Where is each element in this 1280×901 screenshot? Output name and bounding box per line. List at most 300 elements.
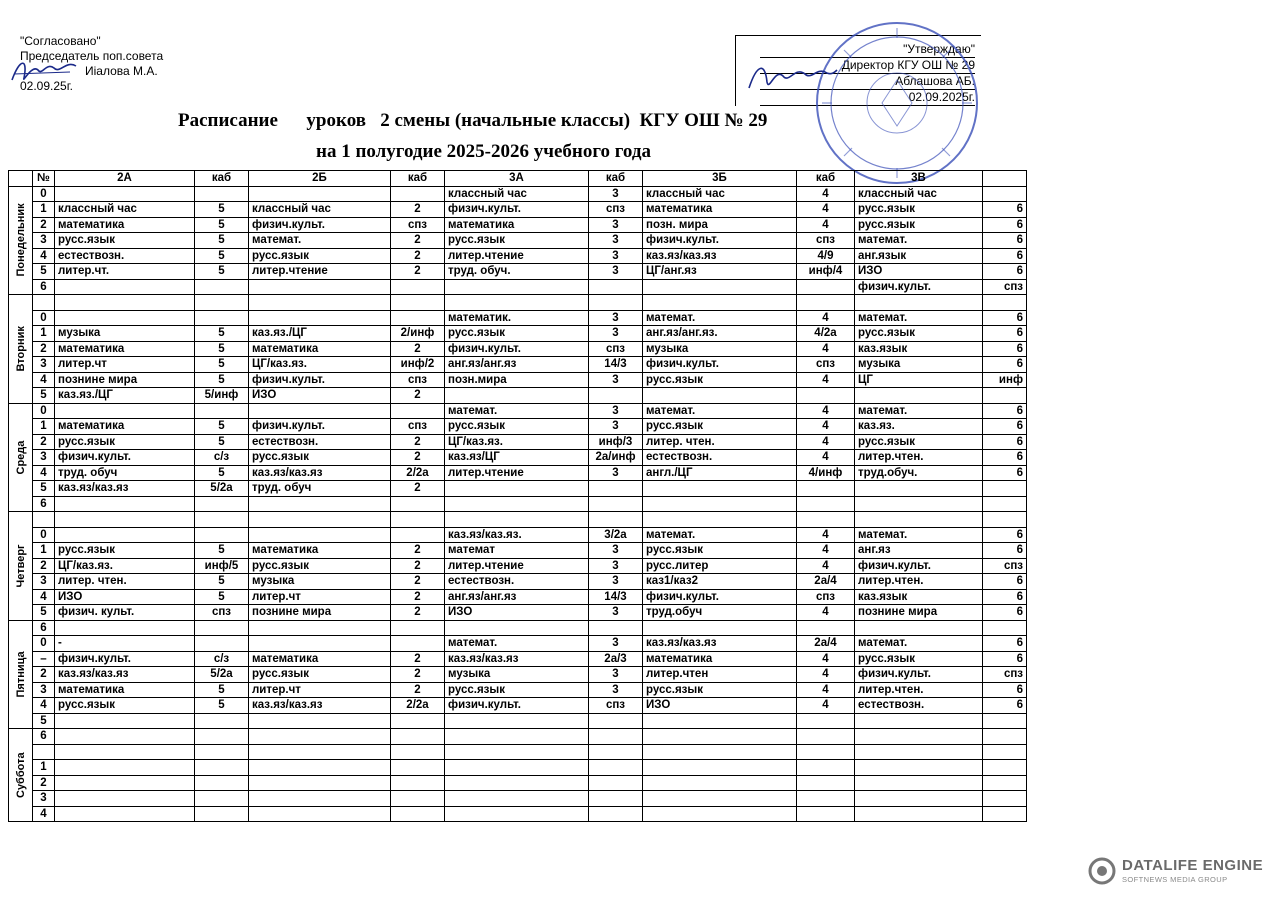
class-3v-subject: анг.язык	[855, 248, 983, 264]
class-2a-subject	[55, 729, 195, 745]
table-row	[9, 806, 1027, 822]
class-3a-room: инф/3	[589, 434, 643, 450]
class-3v-room: 6	[983, 217, 1027, 233]
class-3a-room: 3	[589, 558, 643, 574]
class-2b-room: 2	[391, 589, 445, 605]
class-3a-room: 3	[589, 403, 643, 419]
lesson-num: 2	[33, 341, 55, 357]
class-2b-subject	[249, 729, 391, 745]
class-3a-subject: литер.чтение	[445, 465, 589, 481]
lesson-num: 6	[33, 496, 55, 512]
class-3v-room	[983, 713, 1027, 729]
class-3a-room: 3	[589, 667, 643, 683]
class-2a-room	[195, 620, 249, 636]
class-3v-room: 6	[983, 419, 1027, 435]
class-2a-room	[195, 295, 249, 311]
class-2a-subject: русс.язык	[55, 543, 195, 559]
class-3a-subject: математ.	[445, 636, 589, 652]
class-2a-room: 5/2а	[195, 667, 249, 683]
table-row	[9, 186, 1027, 202]
class-3b-subject: каз.яз/каз.яз	[643, 248, 797, 264]
class-2b-subject: каз.яз/каз.яз	[249, 698, 391, 714]
header-3b: 3Б	[643, 171, 797, 187]
class-3b-room	[797, 744, 855, 760]
class-3a-subject: музыка	[445, 667, 589, 683]
class-3a-room: 3	[589, 233, 643, 249]
class-2b-subject	[249, 775, 391, 791]
table-row	[9, 744, 1027, 760]
class-3v-room: инф	[983, 372, 1027, 388]
class-2b-room	[391, 295, 445, 311]
class-2b-subject: каз.яз./ЦГ	[249, 326, 391, 342]
table-row	[9, 450, 1027, 466]
lesson-num: 0	[33, 636, 55, 652]
class-2a-subject: литер.чт	[55, 357, 195, 373]
class-2a-subject: физич. культ.	[55, 605, 195, 621]
class-3b-room	[797, 729, 855, 745]
class-2b-subject: русс.язык	[249, 558, 391, 574]
class-2a-subject: математика	[55, 682, 195, 698]
class-3a-room	[589, 806, 643, 822]
class-2a-room: 5	[195, 217, 249, 233]
class-3b-room: 4	[797, 217, 855, 233]
lesson-num: 4	[33, 698, 55, 714]
class-2a-subject: математика	[55, 341, 195, 357]
class-3v-subject: ИЗО	[855, 264, 983, 280]
class-3a-room: 3	[589, 465, 643, 481]
class-3a-subject: математ.	[445, 403, 589, 419]
class-2a-subject	[55, 310, 195, 326]
class-3b-room: 4	[797, 186, 855, 202]
lesson-num: 0	[33, 186, 55, 202]
table-row	[9, 620, 1027, 636]
class-3v-subject: физич.культ.	[855, 667, 983, 683]
class-2a-subject: ЦГ/каз.яз.	[55, 558, 195, 574]
class-3v-room: 6	[983, 682, 1027, 698]
class-3v-subject: математ.	[855, 233, 983, 249]
watermark-subtitle: SOFTNEWS MEDIA GROUP	[1122, 875, 1228, 884]
class-3v-subject: литер.чтен.	[855, 574, 983, 590]
class-3v-subject: русс.язык	[855, 217, 983, 233]
class-2a-subject: ИЗО	[55, 589, 195, 605]
class-3a-subject	[445, 713, 589, 729]
class-2a-subject	[55, 775, 195, 791]
class-2b-subject	[249, 806, 391, 822]
class-2b-room: 2	[391, 248, 445, 264]
table-row	[9, 605, 1027, 621]
lesson-num: 2	[33, 775, 55, 791]
class-2b-room: 2	[391, 450, 445, 466]
header-num: №	[33, 171, 55, 187]
class-2b-room	[391, 791, 445, 807]
class-3b-room	[797, 388, 855, 404]
class-2a-room: 5	[195, 233, 249, 249]
class-3b-subject: естествозн.	[643, 450, 797, 466]
header-kab: каб	[589, 171, 643, 187]
class-3a-room: 14/3	[589, 589, 643, 605]
class-2a-subject	[55, 760, 195, 776]
class-3v-room: 6	[983, 574, 1027, 590]
table-row	[9, 512, 1027, 528]
class-3b-subject: литер.чтен	[643, 667, 797, 683]
class-3v-subject	[855, 620, 983, 636]
class-2b-subject: ИЗО	[249, 388, 391, 404]
class-3v-room: 6	[983, 605, 1027, 621]
lesson-num: 3	[33, 574, 55, 590]
class-2a-room: 5	[195, 574, 249, 590]
class-3b-subject: математика	[643, 651, 797, 667]
class-3v-subject: математ.	[855, 636, 983, 652]
class-3v-subject: физич.культ.	[855, 279, 983, 295]
class-2b-subject: литер.чтение	[249, 264, 391, 280]
table-row	[9, 791, 1027, 807]
class-3v-room	[983, 620, 1027, 636]
class-2b-room: спз	[391, 217, 445, 233]
class-3a-subject: ЦГ/каз.яз.	[445, 434, 589, 450]
class-3b-subject	[643, 279, 797, 295]
class-2b-subject: литер.чт	[249, 589, 391, 605]
class-2b-room	[391, 310, 445, 326]
class-3a-room	[589, 295, 643, 311]
class-3b-room: 2а/4	[797, 574, 855, 590]
lesson-num: 3	[33, 357, 55, 373]
class-2b-room	[391, 496, 445, 512]
class-3a-subject: литер.чтение	[445, 558, 589, 574]
class-3v-subject: литер.чтен.	[855, 682, 983, 698]
lesson-num: 1	[33, 326, 55, 342]
approve-label: "Утверждаю"	[760, 42, 975, 58]
class-3v-subject: физич.культ.	[855, 558, 983, 574]
class-3a-subject: физич.культ.	[445, 698, 589, 714]
class-3b-room	[797, 620, 855, 636]
class-3b-room: 4	[797, 651, 855, 667]
class-2a-subject: русс.язык	[55, 434, 195, 450]
class-3b-subject: анг.яз/анг.яз.	[643, 326, 797, 342]
class-2b-subject: каз.яз/каз.яз	[249, 465, 391, 481]
table-row	[9, 729, 1027, 745]
class-3v-room	[983, 775, 1027, 791]
class-3v-room: 6	[983, 450, 1027, 466]
class-3a-room: 3	[589, 186, 643, 202]
lesson-num: 3	[33, 791, 55, 807]
class-2a-subject: физич.культ.	[55, 450, 195, 466]
datalife-logo-icon	[1088, 857, 1116, 885]
class-3a-room	[589, 791, 643, 807]
class-3b-room: 4	[797, 698, 855, 714]
class-3v-subject: познине мира	[855, 605, 983, 621]
class-2b-room: 2	[391, 667, 445, 683]
lesson-num: 1	[33, 202, 55, 218]
class-3v-subject: каз.язык	[855, 589, 983, 605]
class-3v-room: спз	[983, 558, 1027, 574]
class-3b-room: 4/2а	[797, 326, 855, 342]
class-2b-subject	[249, 403, 391, 419]
class-3v-subject: ЦГ	[855, 372, 983, 388]
signature-left	[10, 54, 80, 86]
class-2b-subject	[249, 295, 391, 311]
class-2b-room	[391, 744, 445, 760]
class-2a-room	[195, 791, 249, 807]
class-3a-room	[589, 620, 643, 636]
class-2a-room: 5	[195, 248, 249, 264]
class-2a-room	[195, 760, 249, 776]
class-3b-subject: физич.культ.	[643, 589, 797, 605]
header-kab	[983, 171, 1027, 187]
class-3v-subject	[855, 388, 983, 404]
class-3b-room: спз	[797, 233, 855, 249]
table-row	[9, 713, 1027, 729]
class-2b-room: 2/2а	[391, 698, 445, 714]
header-kab: каб	[391, 171, 445, 187]
class-3a-room	[589, 713, 643, 729]
class-3v-room	[983, 388, 1027, 404]
class-3v-subject: русс.язык	[855, 326, 983, 342]
class-3a-subject: русс.язык	[445, 419, 589, 435]
lesson-num: 4	[33, 248, 55, 264]
class-3v-room: 6	[983, 403, 1027, 419]
class-3b-room	[797, 512, 855, 528]
watermark-title: DATALIFE ENGINE	[1122, 857, 1264, 874]
class-2b-subject	[249, 527, 391, 543]
class-2b-subject	[249, 512, 391, 528]
class-3v-room: спз	[983, 667, 1027, 683]
class-2b-room	[391, 760, 445, 776]
class-3a-subject: ИЗО	[445, 605, 589, 621]
class-2a-room	[195, 636, 249, 652]
class-3b-room	[797, 713, 855, 729]
approval-date: 02.09.25г.	[20, 79, 73, 93]
class-2b-room	[391, 527, 445, 543]
class-2b-subject: литер.чт	[249, 682, 391, 698]
director-title: Директор КГУ ОШ № 29	[760, 58, 975, 74]
class-3a-subject	[445, 620, 589, 636]
class-2b-room: инф/2	[391, 357, 445, 373]
table-row	[9, 233, 1027, 249]
class-3a-room: 3/2а	[589, 527, 643, 543]
class-2a-room	[195, 775, 249, 791]
table-row	[9, 264, 1027, 280]
table-row	[9, 279, 1027, 295]
class-3b-room	[797, 481, 855, 497]
class-3b-subject: русс.язык	[643, 682, 797, 698]
class-3a-subject	[445, 279, 589, 295]
class-3v-subject	[855, 760, 983, 776]
day-header	[9, 171, 33, 187]
class-3a-room: 2а/3	[589, 651, 643, 667]
class-3b-room: 4	[797, 419, 855, 435]
class-2b-room: спз	[391, 419, 445, 435]
lesson-num: 2	[33, 558, 55, 574]
class-3v-room: спз	[983, 279, 1027, 295]
class-2a-room: 5/2а	[195, 481, 249, 497]
class-2a-room	[195, 806, 249, 822]
class-2b-subject	[249, 496, 391, 512]
class-2a-room: 5	[195, 372, 249, 388]
class-2a-room	[195, 496, 249, 512]
class-3a-subject	[445, 388, 589, 404]
class-3v-room: 6	[983, 698, 1027, 714]
table-row	[9, 558, 1027, 574]
table-row	[9, 574, 1027, 590]
class-3b-subject: позн. мира	[643, 217, 797, 233]
lesson-num: 3	[33, 682, 55, 698]
class-2a-room: 5	[195, 326, 249, 342]
schedule-table	[8, 170, 1027, 822]
class-2a-room: 5	[195, 264, 249, 280]
header-3v: 3В	[855, 171, 983, 187]
class-2b-subject: математика	[249, 651, 391, 667]
class-2a-room	[195, 279, 249, 295]
class-3b-subject: русс.литер	[643, 558, 797, 574]
class-3v-subject: русс.язык	[855, 651, 983, 667]
class-3a-subject	[445, 760, 589, 776]
class-2a-subject	[55, 620, 195, 636]
class-2b-room	[391, 775, 445, 791]
class-3b-subject: каз.яз/каз.яз	[643, 636, 797, 652]
class-2a-room: 5	[195, 698, 249, 714]
class-3v-subject: каз.язык	[855, 341, 983, 357]
class-3v-room: 6	[983, 527, 1027, 543]
table-row	[9, 217, 1027, 233]
class-2b-subject: русс.язык	[249, 248, 391, 264]
class-3b-subject: математ.	[643, 310, 797, 326]
class-2a-room: 5	[195, 341, 249, 357]
class-3a-room: спз	[589, 698, 643, 714]
class-2a-subject	[55, 279, 195, 295]
table-row	[9, 698, 1027, 714]
lesson-num: 5	[33, 713, 55, 729]
class-3v-subject: математ.	[855, 403, 983, 419]
class-2a-subject	[55, 403, 195, 419]
class-3a-subject: физич.культ.	[445, 202, 589, 218]
class-3v-subject: музыка	[855, 357, 983, 373]
class-2b-subject: познине мира	[249, 605, 391, 621]
class-3a-subject: каз.яз/ЦГ	[445, 450, 589, 466]
class-2b-room: спз	[391, 372, 445, 388]
class-3b-room: 4	[797, 543, 855, 559]
table-row	[9, 651, 1027, 667]
table-row	[9, 419, 1027, 435]
class-3v-room: 6	[983, 341, 1027, 357]
class-3a-subject	[445, 481, 589, 497]
class-3b-room: 4	[797, 527, 855, 543]
class-3a-subject: позн.мира	[445, 372, 589, 388]
class-3a-subject	[445, 512, 589, 528]
table-row	[9, 636, 1027, 652]
table-row	[9, 326, 1027, 342]
class-2b-subject: музыка	[249, 574, 391, 590]
class-2a-subject: литер. чтен.	[55, 574, 195, 590]
class-3b-subject	[643, 775, 797, 791]
class-3a-room	[589, 279, 643, 295]
class-3v-subject	[855, 713, 983, 729]
class-3a-subject	[445, 729, 589, 745]
class-3v-room: 6	[983, 326, 1027, 342]
class-2a-subject	[55, 496, 195, 512]
class-3b-subject: каз1/каз2	[643, 574, 797, 590]
class-2a-subject	[55, 527, 195, 543]
table-row	[9, 372, 1027, 388]
class-2b-room: 2	[391, 388, 445, 404]
class-3v-room: 6	[983, 248, 1027, 264]
page-title: Расписание уроков 2 смены (начальные классы) КГУ ОШ № 29	[178, 110, 768, 131]
class-3v-room	[983, 729, 1027, 745]
lesson-num: 2	[33, 667, 55, 683]
class-3a-subject	[445, 744, 589, 760]
lesson-num: 4	[33, 465, 55, 481]
class-3b-room: 4	[797, 605, 855, 621]
class-2a-subject: русс.язык	[55, 698, 195, 714]
class-2b-subject: физич.культ.	[249, 217, 391, 233]
class-2b-subject: физич.культ.	[249, 372, 391, 388]
class-2b-room	[391, 713, 445, 729]
class-2a-subject: физич.культ.	[55, 651, 195, 667]
class-2b-subject	[249, 636, 391, 652]
class-3v-subject: литер.чтен.	[855, 450, 983, 466]
lesson-num: 0	[33, 403, 55, 419]
class-2b-subject: ЦГ/каз.яз.	[249, 357, 391, 373]
class-2b-room: 2	[391, 481, 445, 497]
table-row	[9, 682, 1027, 698]
class-2b-subject	[249, 620, 391, 636]
approver-name: Иіалова М.А.	[85, 64, 158, 78]
class-3v-room	[983, 791, 1027, 807]
class-3v-room	[983, 295, 1027, 311]
director-name: Аблашова АБ.	[760, 74, 975, 90]
class-2a-subject: литер.чт.	[55, 264, 195, 280]
class-2b-room	[391, 512, 445, 528]
class-2b-subject	[249, 310, 391, 326]
class-3b-room	[797, 279, 855, 295]
class-3b-subject: математ.	[643, 403, 797, 419]
class-3b-room: инф/4	[797, 264, 855, 280]
class-3b-room: спз	[797, 589, 855, 605]
class-3a-subject: русс.язык	[445, 233, 589, 249]
class-2a-room	[195, 310, 249, 326]
lesson-num: 4	[33, 806, 55, 822]
class-3a-subject: литер.чтение	[445, 248, 589, 264]
class-3a-subject: каз.яз/каз.яз	[445, 651, 589, 667]
class-3v-room	[983, 760, 1027, 776]
class-2b-room: 2	[391, 341, 445, 357]
class-3a-room: 3	[589, 217, 643, 233]
class-3a-subject: русс.язык	[445, 326, 589, 342]
class-3a-room: 3	[589, 326, 643, 342]
class-3b-subject: классный час	[643, 186, 797, 202]
class-2a-room	[195, 512, 249, 528]
class-3v-room	[983, 496, 1027, 512]
class-3a-room: спз	[589, 202, 643, 218]
class-3b-subject: математ.	[643, 527, 797, 543]
class-2b-room: 2	[391, 651, 445, 667]
class-3a-subject: труд. обуч.	[445, 264, 589, 280]
class-3a-room	[589, 760, 643, 776]
class-2a-subject: классный час	[55, 202, 195, 218]
class-3b-room: 4/инф	[797, 465, 855, 481]
class-3b-subject: русс.язык	[643, 543, 797, 559]
class-3v-room: 6	[983, 589, 1027, 605]
class-3b-subject: ЦГ/анг.яз	[643, 264, 797, 280]
class-3v-room: 6	[983, 465, 1027, 481]
class-3v-subject: труд.обуч.	[855, 465, 983, 481]
class-3v-room: 6	[983, 202, 1027, 218]
class-3v-room: 6	[983, 310, 1027, 326]
table-row	[9, 775, 1027, 791]
class-3a-subject	[445, 496, 589, 512]
class-3b-subject: англ./ЦГ	[643, 465, 797, 481]
class-3v-subject	[855, 775, 983, 791]
table-row	[9, 481, 1027, 497]
